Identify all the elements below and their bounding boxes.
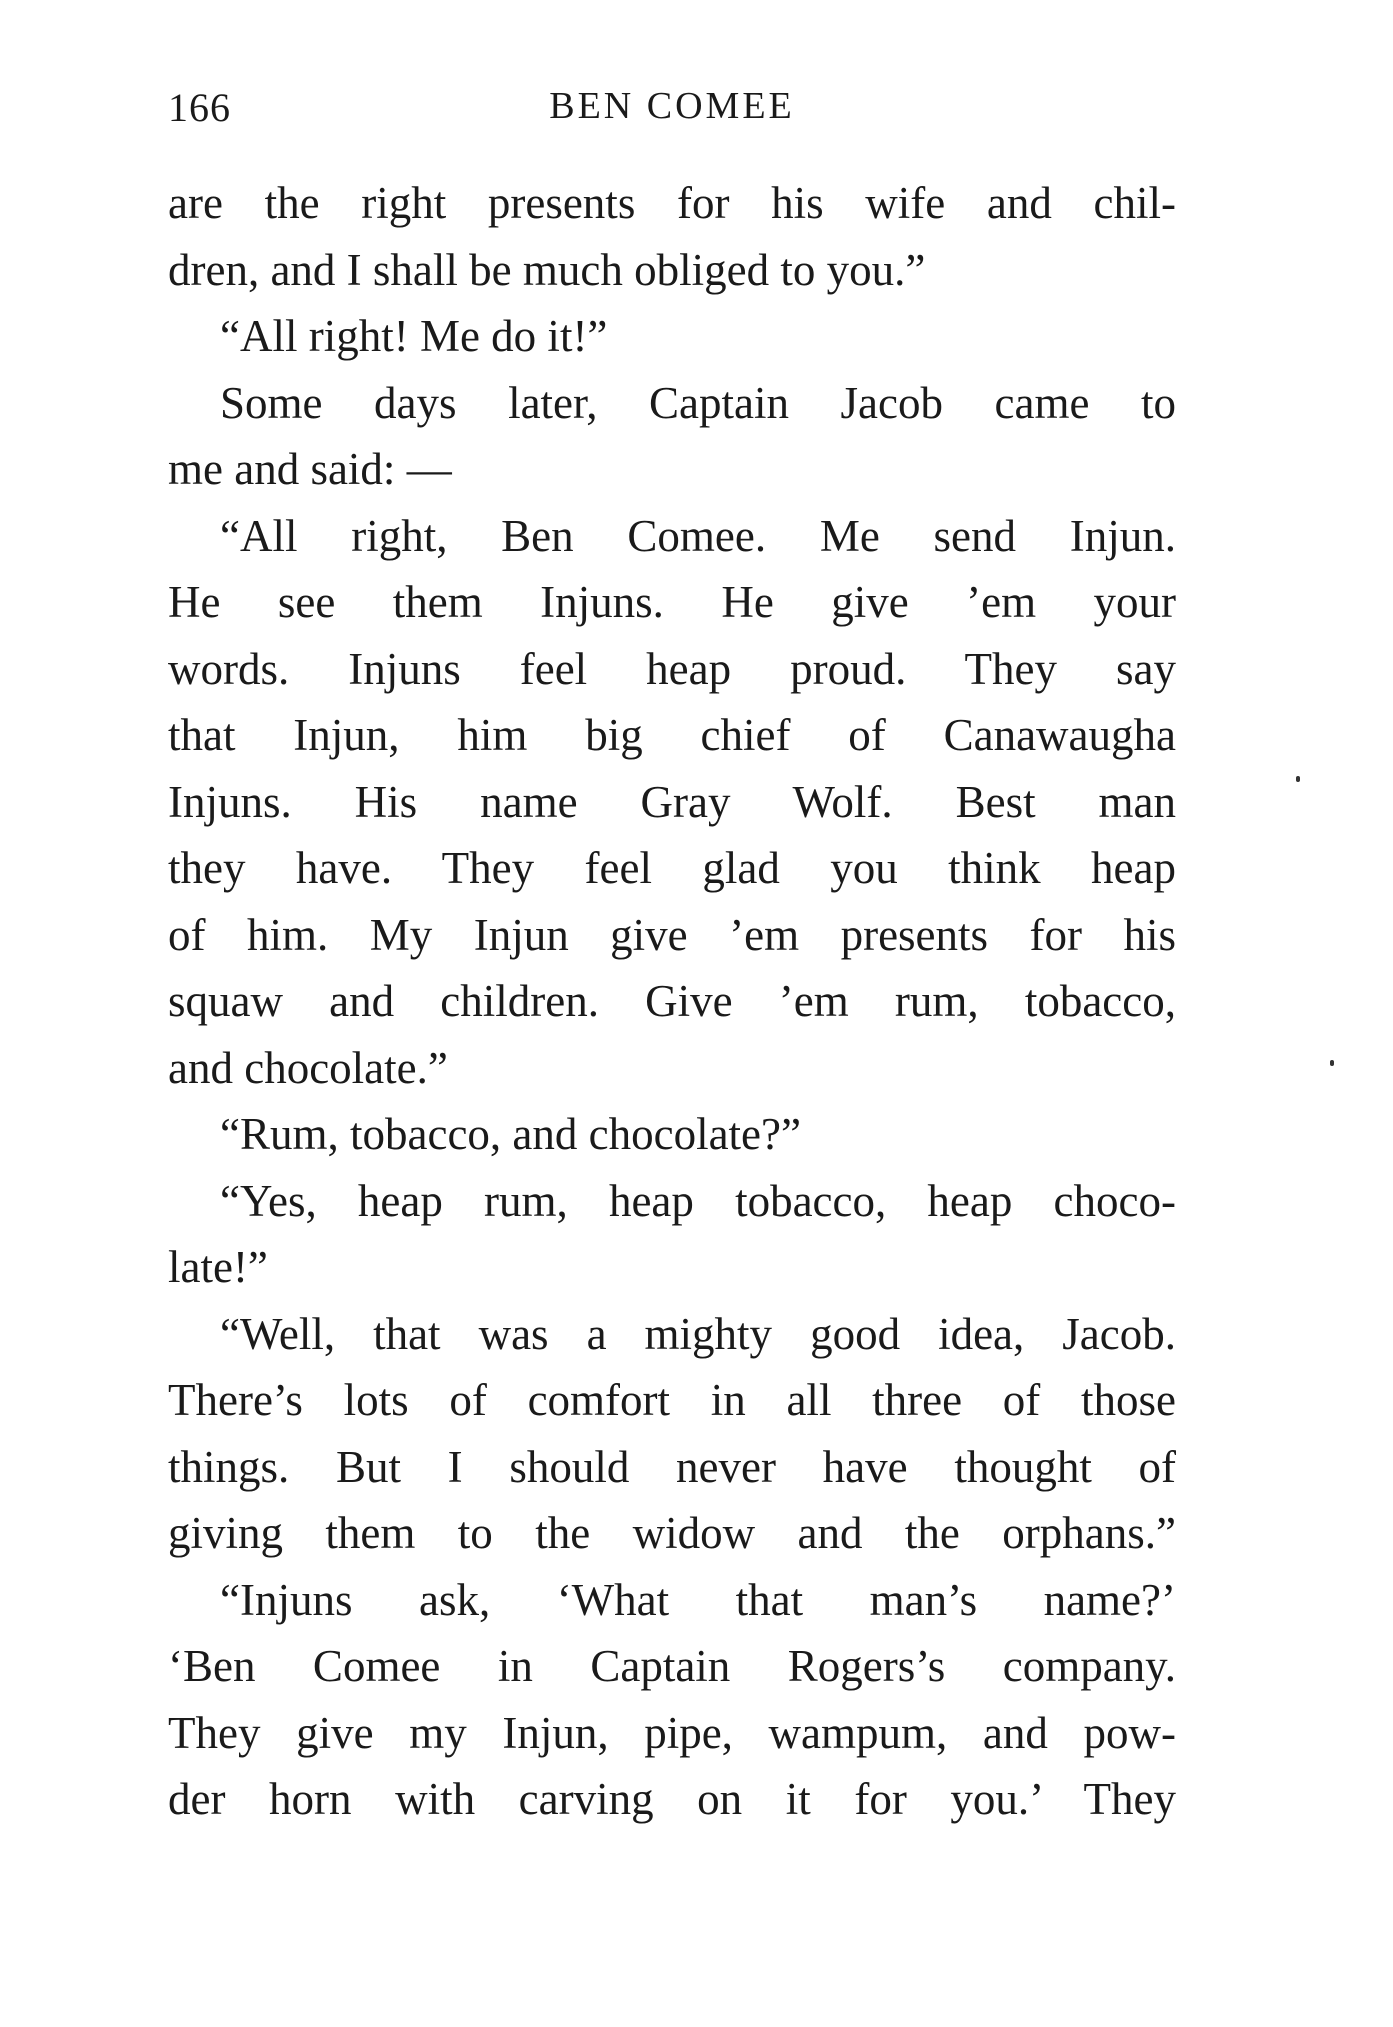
text-line: “All right, Ben Comee. Me send Injun. <box>220 510 1176 561</box>
text-line: words. Injuns feel heap proud. They say <box>168 643 1176 694</box>
text-line: dren, and I shall be much obliged to you.” <box>168 244 926 295</box>
text-line: late!” <box>168 1242 268 1292</box>
print-speck <box>1296 776 1300 782</box>
running-head: BEN COMEE <box>549 85 795 127</box>
text-line: There’s lots of comfort in all three of those <box>168 1375 1176 1425</box>
text-line: Injuns. His name Gray Wolf. Best man <box>168 776 1176 827</box>
text-line: They give my Injun, pipe, wampum, and pow- <box>168 1707 1176 1758</box>
text-line: giving them to the widow and the orphans.” <box>168 1508 1176 1558</box>
text-line: “Rum, tobacco, and chocolate?” <box>220 1109 801 1159</box>
text-line: that Injun, him big chief of Canawaugha <box>168 710 1176 760</box>
text-line: me and said: — <box>168 444 452 494</box>
text-line: are the right presents for his wife and chil- <box>168 178 1176 228</box>
page-number: 166 <box>168 85 231 130</box>
print-speck <box>1330 1060 1334 1066</box>
text-line: “All right! Me do it!” <box>220 311 608 361</box>
text-line: “Injuns ask, ‘What that man’s name?’ <box>220 1574 1176 1625</box>
page-header <box>168 84 1176 134</box>
text-line: and chocolate.” <box>168 1042 448 1093</box>
text-line: squaw and children. Give ’em rum, tobacco, <box>168 976 1176 1026</box>
text-line: ‘Ben Comee in Captain Rogers’s company. <box>168 1641 1176 1691</box>
text-line: Some days later, Captain Jacob came to <box>220 377 1176 428</box>
body-text <box>168 170 1176 1833</box>
text-line: of him. My Injun give ’em presents for his <box>168 909 1176 960</box>
text-line: they have. They feel glad you think heap <box>168 843 1176 893</box>
text-line: “Yes, heap rum, heap tobacco, heap choco- <box>220 1175 1176 1226</box>
text-line: der horn with carving on it for you.’ They <box>168 1774 1176 1824</box>
text-line: He see them Injuns. He give ’em your <box>168 577 1176 627</box>
text-line: “Well, that was a mighty good idea, Jacob. <box>220 1308 1176 1359</box>
text-line: things. But I should never have thought of <box>168 1441 1176 1492</box>
